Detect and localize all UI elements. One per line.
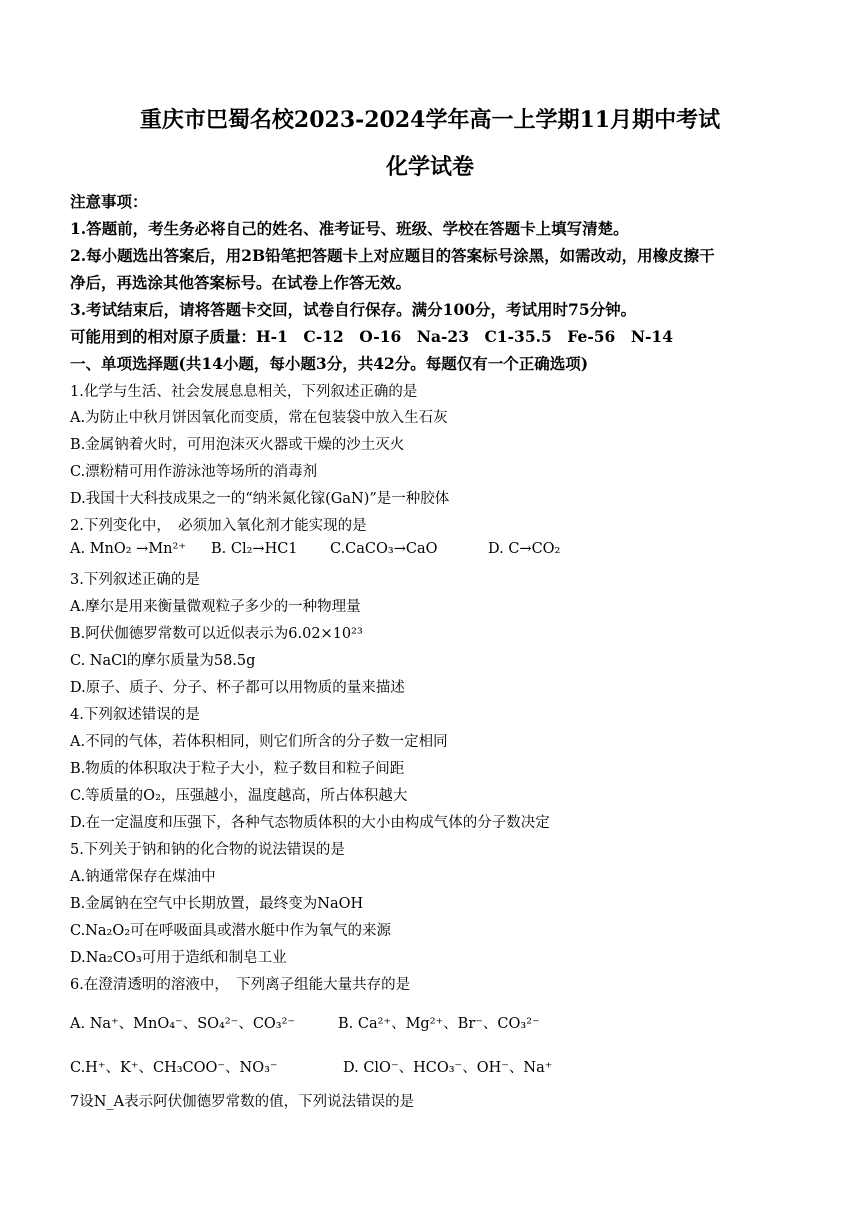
notice-item-2: 2.每小题选出答案后，用2B铅笔把答题卡上对应题目的答案标号涂黑，如需改动，用橡皮擦干 bbox=[70, 246, 715, 265]
question-6-option-a: A. Na⁺、MnO₄⁻、SO₄²⁻、CO₃²⁻ bbox=[70, 1016, 296, 1032]
question-6-option-d: D. ClO⁻、HCO₃⁻、OH⁻、Na⁺ bbox=[343, 1060, 553, 1076]
question-3-option-a: A.摩尔是用来衡量微观粒子多少的一种物理量 bbox=[70, 599, 361, 615]
question-6-option-c: C.H⁺、K⁺、CH₃COO⁻、NO₃⁻ bbox=[70, 1060, 278, 1076]
question-6-stem: 6.在澄清透明的溶液中， 下列离子组能大量共存的是 bbox=[70, 977, 411, 993]
question-1-option-a: A.为防止中秋月饼因氧化而变质，常在包装袋中放入生石灰 bbox=[70, 410, 448, 426]
exam-title: 重庆市巴蜀名校2023-2024学年高一上学期11月期中考试 bbox=[139, 107, 721, 133]
question-2-option-a: A. MnO₂ →Mn²⁺ bbox=[70, 541, 186, 557]
question-3-option-d: D.原子、质子、分子、杯子都可以用物质的量来描述 bbox=[70, 680, 405, 696]
exam-subtitle: 化学试卷 bbox=[385, 154, 474, 180]
question-4-option-d: D.在一定温度和压强下，各种气态物质体积的大小由构成气体的分子数决定 bbox=[70, 815, 550, 831]
notice-item-3: 3.考试结束后，请将答题卡交回，试卷自行保存。满分100分，考试用时75分钟。 bbox=[70, 300, 637, 319]
question-1-option-d: D.我国十大科技成果之一的“纳米氮化镓(GaN)”是一种胶体 bbox=[70, 491, 450, 507]
question-5-option-d: D.Na₂CO₃可用于造纸和制皂工业 bbox=[70, 950, 287, 966]
question-6-option-b: B. Ca²⁺、Mg²⁺、Br⁻、CO₃²⁻ bbox=[338, 1016, 540, 1032]
question-7-stem: 7设N_A表示阿伏伽德罗常数的值，下列说法错误的是 bbox=[70, 1094, 415, 1110]
notice-heading: 注意事项： bbox=[70, 192, 148, 211]
question-5-option-b: B.金属钠在空气中长期放置，最终变为NaOH bbox=[70, 896, 364, 912]
question-5-option-a: A.钠通常保存在煤油中 bbox=[70, 869, 216, 885]
question-4-option-c: C.等质量的O₂，压强越小，温度越高，所占体积越大 bbox=[70, 788, 408, 804]
question-2-option-c: C.CaCO₃→CaO bbox=[330, 541, 438, 557]
question-1-option-b: B.金属钠着火时，可用泡沫灭火器或干燥的沙土灭火 bbox=[70, 437, 405, 453]
question-1-stem: 1.化学与生活、社会发展息息相关，下列叙述正确的是 bbox=[70, 384, 418, 400]
notice-item-1: 1.答题前，考生务必将自己的姓名、准考证号、班级、学校在答题卡上填写清楚。 bbox=[70, 219, 629, 238]
question-2-stem: 2.下列变化中， 必须加入氧化剂才能实现的是 bbox=[70, 518, 367, 534]
atomic-masses: 可能用到的相对原子质量：H-1 C-12 O-16 Na-23 C1-35.5 Fe-56 N-14 bbox=[70, 327, 673, 346]
question-1-option-c: C.漂粉精可用作游泳池等场所的消毒剂 bbox=[70, 464, 318, 480]
question-2-option-d: D. C→CO₂ bbox=[488, 541, 561, 557]
question-4-option-b: B.物质的体积取决于粒子大小，粒子数目和粒子间距 bbox=[70, 761, 405, 777]
question-4-stem: 4.下列叙述错误的是 bbox=[70, 707, 200, 723]
question-3-stem: 3.下列叙述正确的是 bbox=[70, 572, 200, 588]
question-5-stem: 5.下列关于钠和钠的化合物的说法错误的是 bbox=[70, 842, 345, 858]
question-3-option-c: C. NaCl的摩尔质量为58.5g bbox=[70, 653, 256, 669]
notice-item-2-continued: 净后，再选涂其他答案标号。在试卷上作答无效。 bbox=[70, 273, 412, 292]
question-2-option-b: B. Cl₂→HC1 bbox=[211, 541, 298, 557]
question-3-option-b: B.阿伏伽德罗常数可以近似表示为6.02×10²³ bbox=[70, 626, 363, 642]
question-4-option-a: A.不同的气体，若体积相同，则它们所含的分子数一定相同 bbox=[70, 734, 448, 750]
section-heading: 一、单项选择题(共14小题，每小题3分，共42分。每题仅有一个正确选项) bbox=[70, 354, 589, 373]
question-5-option-c: C.Na₂O₂可在呼吸面具或潜水艇中作为氧气的来源 bbox=[70, 923, 392, 939]
